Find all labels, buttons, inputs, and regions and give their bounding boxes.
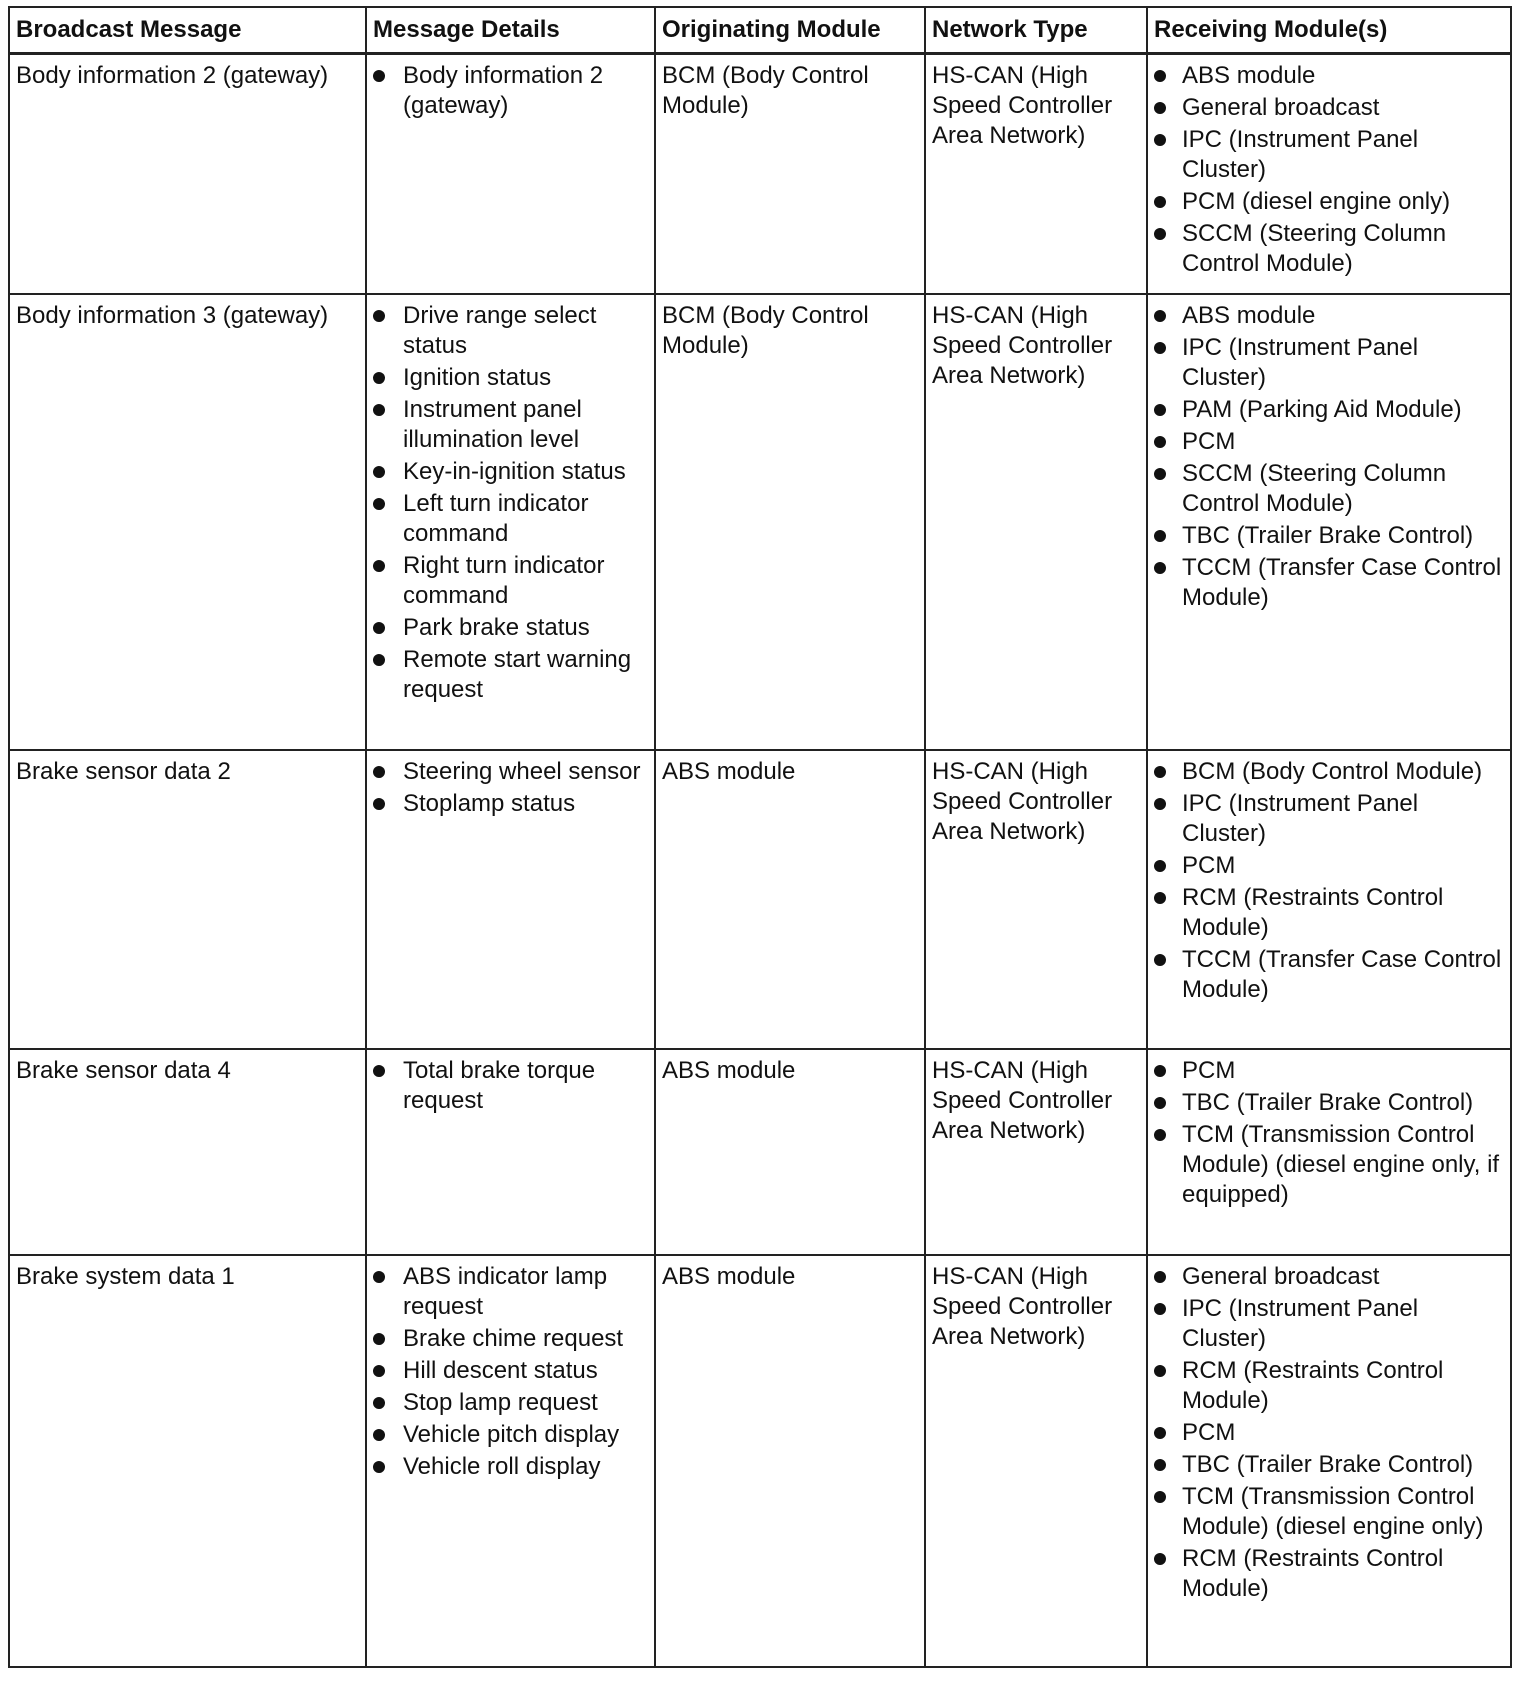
list-item-text: IPC (Instrument Panel Cluster) <box>1182 334 1419 391</box>
list-item-text: Park brake status <box>403 614 590 641</box>
list-item-text: Stoplamp status <box>403 790 576 817</box>
message-details-list <box>373 1056 648 1116</box>
list-item <box>373 1452 648 1482</box>
list-item-text: Left turn indicator command <box>403 490 589 547</box>
bullet-icon <box>1154 1427 1166 1439</box>
list-item <box>1154 125 1504 185</box>
bullet-icon <box>1154 1097 1166 1109</box>
list-item-text: TCCM (Transfer Case Control Module) <box>1182 554 1502 611</box>
bullet-icon <box>1154 1065 1166 1077</box>
list-item <box>1154 395 1504 425</box>
bullet-icon <box>373 310 385 322</box>
header-message-details: Message Details <box>366 7 655 54</box>
list-item <box>1154 1482 1504 1542</box>
bullet-icon <box>373 1065 385 1077</box>
bullet-icon <box>1154 1459 1166 1471</box>
list-item-text: General broadcast <box>1182 94 1380 121</box>
list-item <box>1154 945 1504 1005</box>
list-item-text: TCM (Transmission Control Module) (diesel engine only) <box>1182 1483 1484 1540</box>
list-item <box>1154 1088 1504 1118</box>
list-item-text: TCCM (Transfer Case Control Module) <box>1182 946 1502 1003</box>
list-item <box>1154 1056 1504 1086</box>
bullet-icon <box>1154 892 1166 904</box>
list-item-text: Stop lamp request <box>403 1389 598 1416</box>
list-item-text: RCM (Restraints Control Module) <box>1182 1357 1444 1414</box>
bullet-icon <box>1154 468 1166 480</box>
list-item-text: Hill descent status <box>403 1357 598 1384</box>
list-item <box>373 1324 648 1354</box>
network-type-cell: HS-CAN (High Speed Controller Area Network) <box>925 1255 1147 1667</box>
list-item <box>1154 219 1504 279</box>
originating-module-cell: ABS module <box>655 1255 925 1667</box>
bullet-icon <box>1154 860 1166 872</box>
message-details-cell <box>366 54 655 295</box>
list-item-text: Body information 2 (gateway) <box>403 62 604 119</box>
receiving-modules-list <box>1154 61 1504 279</box>
message-details-cell <box>366 294 655 750</box>
list-item <box>1154 851 1504 881</box>
bullet-icon <box>1154 134 1166 146</box>
list-item-text: Key-in-ignition status <box>403 458 626 485</box>
list-item <box>373 457 648 487</box>
list-item <box>373 363 648 393</box>
table-row <box>9 750 1511 1049</box>
bullet-icon <box>1154 954 1166 966</box>
network-type-cell: HS-CAN (High Speed Controller Area Network) <box>925 750 1147 1049</box>
list-item <box>1154 1544 1504 1604</box>
bullet-icon <box>373 498 385 510</box>
bullet-icon <box>373 622 385 634</box>
list-item-text: Brake chime request <box>403 1325 624 1352</box>
bullet-icon <box>373 1365 385 1377</box>
bullet-icon <box>373 1271 385 1283</box>
bullet-icon <box>1154 562 1166 574</box>
list-item-text: PCM <box>1182 1057 1236 1084</box>
list-item <box>373 645 648 705</box>
header-originating-module: Originating Module <box>655 7 925 54</box>
list-item-text: PCM <box>1182 852 1236 879</box>
receiving-modules-cell <box>1147 1049 1511 1255</box>
bullet-icon <box>373 404 385 416</box>
list-item-text: Total brake torque request <box>403 1057 596 1114</box>
list-item-text: Steering wheel sensor <box>403 758 641 785</box>
bullet-icon <box>1154 102 1166 114</box>
bullet-icon <box>1154 1491 1166 1503</box>
bullet-icon <box>1154 1365 1166 1377</box>
list-item <box>1154 757 1504 787</box>
bullet-icon <box>1154 1129 1166 1141</box>
list-item <box>373 1388 648 1418</box>
list-item <box>1154 459 1504 519</box>
header-network-type: Network Type <box>925 7 1147 54</box>
receiving-modules-cell <box>1147 750 1511 1049</box>
bullet-icon <box>373 1397 385 1409</box>
message-details-cell <box>366 1255 655 1667</box>
header-broadcast-message: Broadcast Message <box>9 7 366 54</box>
broadcast-message-table <box>8 6 1512 1668</box>
bullet-icon <box>1154 766 1166 778</box>
bullet-icon <box>1154 1553 1166 1565</box>
list-item <box>373 1420 648 1450</box>
bullet-icon <box>1154 228 1166 240</box>
bullet-icon <box>373 372 385 384</box>
bullet-icon <box>1154 1271 1166 1283</box>
message-details-cell <box>366 1049 655 1255</box>
bullet-icon <box>1154 436 1166 448</box>
receiving-modules-list <box>1154 301 1504 613</box>
list-item <box>1154 883 1504 943</box>
list-item <box>1154 333 1504 393</box>
broadcast-message-cell: Body information 3 (gateway) <box>9 294 366 750</box>
network-type-cell: HS-CAN (High Speed Controller Area Network) <box>925 294 1147 750</box>
list-item-text: Remote start warning request <box>403 646 632 703</box>
bullet-icon <box>1154 798 1166 810</box>
bullet-icon <box>1154 70 1166 82</box>
receiving-modules-list <box>1154 1056 1504 1210</box>
list-item-text: ABS module <box>1182 302 1316 329</box>
list-item-text: PAM (Parking Aid Module) <box>1182 396 1462 423</box>
list-item-text: Drive range select status <box>403 302 597 359</box>
table-row <box>9 1049 1511 1255</box>
list-item-text: PCM <box>1182 428 1236 455</box>
table-row <box>9 54 1511 295</box>
bullet-icon <box>373 1429 385 1441</box>
list-item-text: Vehicle roll display <box>403 1453 601 1480</box>
originating-module-cell: BCM (Body Control Module) <box>655 54 925 295</box>
list-item-text: IPC (Instrument Panel Cluster) <box>1182 126 1419 183</box>
list-item <box>373 789 648 819</box>
broadcast-message-cell: Body information 2 (gateway) <box>9 54 366 295</box>
broadcast-message-cell: Brake sensor data 2 <box>9 750 366 1049</box>
list-item-text: ABS indicator lamp request <box>403 1263 608 1320</box>
table-body <box>9 54 1511 1668</box>
list-item-text: IPC (Instrument Panel Cluster) <box>1182 1295 1419 1352</box>
list-item-text: SCCM (Steering Column Control Module) <box>1182 460 1447 517</box>
broadcast-message-cell: Brake sensor data 4 <box>9 1049 366 1255</box>
bullet-icon <box>373 466 385 478</box>
list-item <box>1154 1120 1504 1210</box>
list-item-text: RCM (Restraints Control Module) <box>1182 884 1444 941</box>
list-item <box>1154 521 1504 551</box>
bullet-icon <box>373 70 385 82</box>
bullet-icon <box>1154 310 1166 322</box>
bullet-icon <box>373 1333 385 1345</box>
list-item-text: SCCM (Steering Column Control Module) <box>1182 220 1447 277</box>
list-item-text: TBC (Trailer Brake Control) <box>1182 1451 1474 1478</box>
list-item <box>373 301 648 361</box>
table-row <box>9 1255 1511 1667</box>
list-item <box>373 1056 648 1116</box>
list-item <box>1154 1450 1504 1480</box>
table-row <box>9 294 1511 750</box>
receiving-modules-list <box>1154 1262 1504 1604</box>
list-item <box>373 1262 648 1322</box>
list-item-text: PCM <box>1182 1419 1236 1446</box>
list-item <box>373 489 648 549</box>
list-item-text: Vehicle pitch display <box>403 1421 620 1448</box>
list-item-text: Right turn indicator command <box>403 552 605 609</box>
list-item-text: PCM (diesel engine only) <box>1182 188 1451 215</box>
header-receiving-modules: Receiving Module(s) <box>1147 7 1511 54</box>
receiving-modules-cell <box>1147 54 1511 295</box>
list-item-text: TBC (Trailer Brake Control) <box>1182 1089 1474 1116</box>
list-item <box>1154 427 1504 457</box>
bullet-icon <box>373 560 385 572</box>
bullet-icon <box>373 654 385 666</box>
list-item <box>1154 301 1504 331</box>
message-details-list <box>373 61 648 121</box>
bullet-icon <box>373 1461 385 1473</box>
network-type-cell: HS-CAN (High Speed Controller Area Network) <box>925 1049 1147 1255</box>
originating-module-cell: ABS module <box>655 1049 925 1255</box>
list-item <box>1154 1262 1504 1292</box>
receiving-modules-cell <box>1147 1255 1511 1667</box>
bullet-icon <box>1154 1303 1166 1315</box>
list-item <box>373 395 648 455</box>
list-item-text: TBC (Trailer Brake Control) <box>1182 522 1474 549</box>
bullet-icon <box>1154 530 1166 542</box>
list-item-text: ABS module <box>1182 62 1316 89</box>
bullet-icon <box>373 766 385 778</box>
list-item <box>373 1356 648 1386</box>
bullet-icon <box>1154 196 1166 208</box>
message-details-list <box>373 301 648 705</box>
list-item-text: IPC (Instrument Panel Cluster) <box>1182 790 1419 847</box>
list-item-text: BCM (Body Control Module) <box>1182 758 1483 785</box>
receiving-modules-cell <box>1147 294 1511 750</box>
list-item <box>1154 1356 1504 1416</box>
bullet-icon <box>1154 404 1166 416</box>
list-item-text: TCM (Transmission Control Module) (diesel engine only, if equipped) <box>1182 1121 1500 1208</box>
broadcast-message-cell: Brake system data 1 <box>9 1255 366 1667</box>
list-item <box>373 61 648 121</box>
list-item <box>1154 1418 1504 1448</box>
list-item-text: General broadcast <box>1182 1263 1380 1290</box>
bullet-icon <box>1154 342 1166 354</box>
receiving-modules-list <box>1154 757 1504 1005</box>
list-item <box>1154 553 1504 613</box>
bullet-icon <box>373 798 385 810</box>
network-type-cell: HS-CAN (High Speed Controller Area Network) <box>925 54 1147 295</box>
list-item <box>1154 1294 1504 1354</box>
originating-module-cell: ABS module <box>655 750 925 1049</box>
originating-module-cell: BCM (Body Control Module) <box>655 294 925 750</box>
list-item <box>1154 789 1504 849</box>
message-details-list <box>373 1262 648 1482</box>
list-item <box>373 757 648 787</box>
list-item <box>373 613 648 643</box>
list-item <box>1154 61 1504 91</box>
list-item-text: Instrument panel illumination level <box>403 396 582 453</box>
message-details-list <box>373 757 648 819</box>
list-item-text: Ignition status <box>403 364 552 391</box>
list-item <box>1154 187 1504 217</box>
list-item <box>1154 93 1504 123</box>
list-item <box>373 551 648 611</box>
message-details-cell <box>366 750 655 1049</box>
list-item-text: RCM (Restraints Control Module) <box>1182 1545 1444 1602</box>
table-header-row <box>9 7 1511 54</box>
